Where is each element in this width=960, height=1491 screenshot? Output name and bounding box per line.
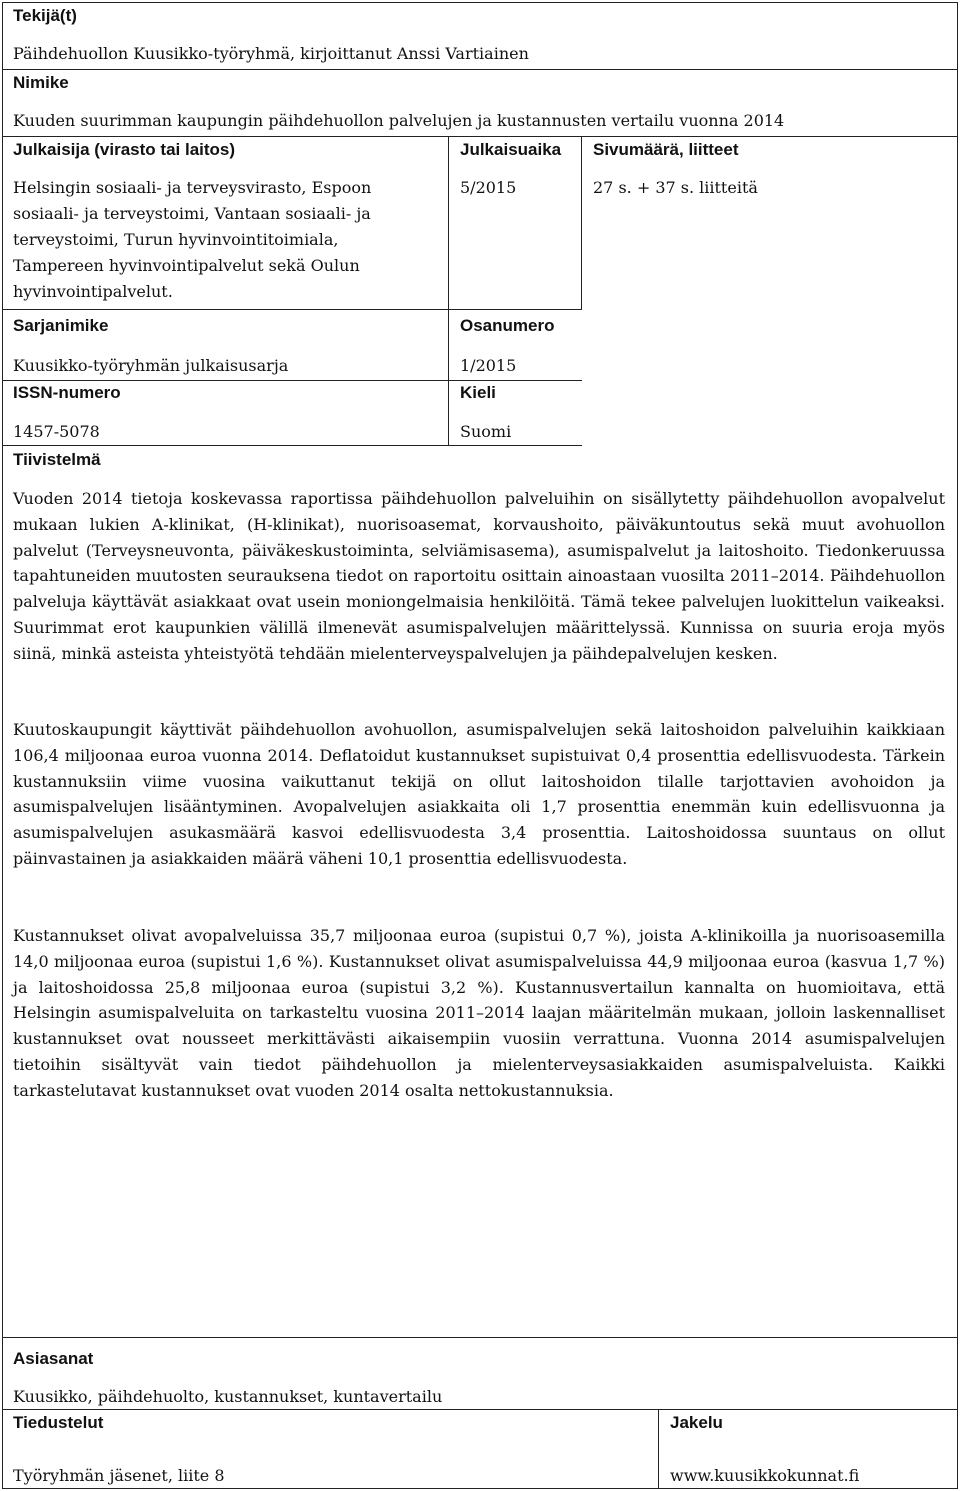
divider-col-pages bbox=[581, 136, 582, 309]
abstract-paragraph-3: Kustannukset olivat avopalveluissa 35,7 miljoonaa euroa (supistui 0,7 %), joista A-klinikoilla ja nuorisoasemilla 14,0 miljoonaa euroa (supistui 1,6 %). Kustannukset olivat asumispalveluissa 44,9 miljoonaa euroa (kasvua 1,7 %) ja laitoshoidossa 25,8 miljoonaa euroa (supistui 3,2 %). Kustannusvertailun kannalta on huomioitava, että Helsingin asumispalveluita on tarkasteltu vuosina 2011–2014 laajan määritelmän mukaan, jolloin laskennalliset kustannukset ovat nousseet merkittävästi aikaisempiin vuosiin verrattuna. Vuonna 2014 asumispalvelujen tietoihin sisältyvät vain tiedot päihdehuollon ja mielenterveysasiakkaiden asumispalveluista. Kaikki tarkastelutavat kustannukset ovat vuoden 2014 osalta nettokustannuksia. bbox=[13, 926, 945, 1100]
divider-title bbox=[2, 136, 958, 137]
title-value: Kuuden suurimman kaupungin päihdehuollon palvelujen ja kustannusten vertailu vuonna 2014 bbox=[13, 111, 785, 130]
publisher-line: terveystoimi, Turun hyvinvointitoimiala, bbox=[13, 230, 339, 249]
keywords-value: Kuusikko, päihdehuolto, kustannukset, kuntavertailu bbox=[13, 1387, 443, 1406]
keywords-label: Asiasanat bbox=[13, 1349, 94, 1368]
divider-publisher bbox=[2, 309, 582, 310]
abstract-paragraph-1: Vuoden 2014 tietoja koskevassa raportissa päihdehuollon palveluihin on sisällytetty päihdehuollon avopalvelut mukaan lukien A-klinikat, (H-klinikat), nuorisoasemat, korvaushoito, päiväkuntoutus sekä muut avohuollon palvelut (Terveysneuvonta, päiväkeskustoiminta, selviämisasema), asumispalvelut ja laitoshoito. Tiedonkeruussa tapahtuneiden muutosten seurauksena tiedot on raportoitu osittain ainoastaan vuosilta 2011–2014. Päihdehuollon palveluja käyttävät asiakkaat ovat usein moniongelmaisia henkilöitä. Tämä tekee palvelujen luokittelun vaikeaksi. Suurimmat erot kaupunkien välillä ilmenevät asumispalvelujen määrittelyssä. Kunnissa on suuria eroja myös siinä, minkä asteista yhteistyötä tehdään mielenterveyspalvelujen ja päihdepalvelujen kesken. bbox=[13, 489, 945, 663]
publisher-line: Helsingin sosiaali- ja terveysvirasto, Espoon bbox=[13, 178, 372, 197]
publisher-line: sosiaali- ja terveystoimi, Vantaan sosiaali- ja bbox=[13, 204, 371, 223]
title-label: Nimike bbox=[13, 73, 69, 92]
language-value: Suomi bbox=[460, 422, 512, 441]
pages-label: Sivumäärä, liitteet bbox=[593, 140, 739, 159]
publisher-label: Julkaisija (virasto tai laitos) bbox=[13, 140, 236, 159]
issue-value: 1/2015 bbox=[460, 356, 517, 375]
publisher-line: hyvinvointipalvelut. bbox=[13, 282, 173, 301]
author-value: Päihdehuollon Kuusikko-työryhmä, kirjoittanut Anssi Vartiainen bbox=[13, 44, 529, 63]
divider-issn bbox=[2, 445, 582, 446]
divider-author bbox=[2, 69, 958, 70]
divider-col-distribution bbox=[658, 1409, 659, 1489]
abstract-label: Tiivistelmä bbox=[13, 450, 101, 469]
series-value: Kuusikko-työryhmän julkaisusarja bbox=[13, 356, 289, 375]
series-label: Sarjanimike bbox=[13, 316, 109, 335]
author-label: Tekijä(t) bbox=[13, 6, 77, 25]
date-label: Julkaisuaika bbox=[460, 140, 562, 159]
inquiries-value: Työryhmän jäsenet, liite 8 bbox=[13, 1466, 225, 1485]
issn-label: ISSN-numero bbox=[13, 383, 121, 402]
distribution-link[interactable]: www.kuusikkokunnat.fi bbox=[670, 1466, 860, 1485]
inquiries-label: Tiedustelut bbox=[13, 1413, 104, 1432]
divider-series bbox=[2, 380, 582, 381]
divider-abstract-end bbox=[2, 1337, 958, 1338]
distribution-label: Jakelu bbox=[670, 1413, 723, 1432]
issn-value: 1457-5078 bbox=[13, 422, 100, 441]
issue-label: Osanumero bbox=[460, 316, 555, 335]
publisher-line: Tampereen hyvinvointipalvelut sekä Oulun bbox=[13, 256, 360, 275]
date-value: 5/2015 bbox=[460, 178, 517, 197]
pages-value: 27 s. + 37 s. liitteitä bbox=[593, 178, 758, 197]
abstract-paragraph-2: Kuutoskaupungit käyttivät päihdehuollon avohuollon, asumispalvelujen sekä laitoshoidon palveluihin kaikkiaan 106,4 miljoonaa euroa vuonna 2014. Deflatoidut kustannukset supistuivat 0,4 prosenttia edellisvuodesta. Tärkein kustannuksiin viime vuosina vaikuttanut tekijä on ollut laitoshoidon tilalle tarjottavien avohoidon ja asumispalvelujen lisääntyminen. Avopalvelujen asiakkaita oli 1,7 prosenttia enemmän kuin edellisvuonna ja asumispalvelujen asukasmäärä kasvoi edellisvuodesta 3,4 prosenttia. Laitoshoidossa suuntaus on ollut päinvastainen ja asiakkaiden määrä väheni 10,1 prosenttia edellisvuodesta. bbox=[13, 720, 945, 868]
divider-col-date bbox=[448, 136, 449, 445]
language-label: Kieli bbox=[460, 383, 496, 402]
